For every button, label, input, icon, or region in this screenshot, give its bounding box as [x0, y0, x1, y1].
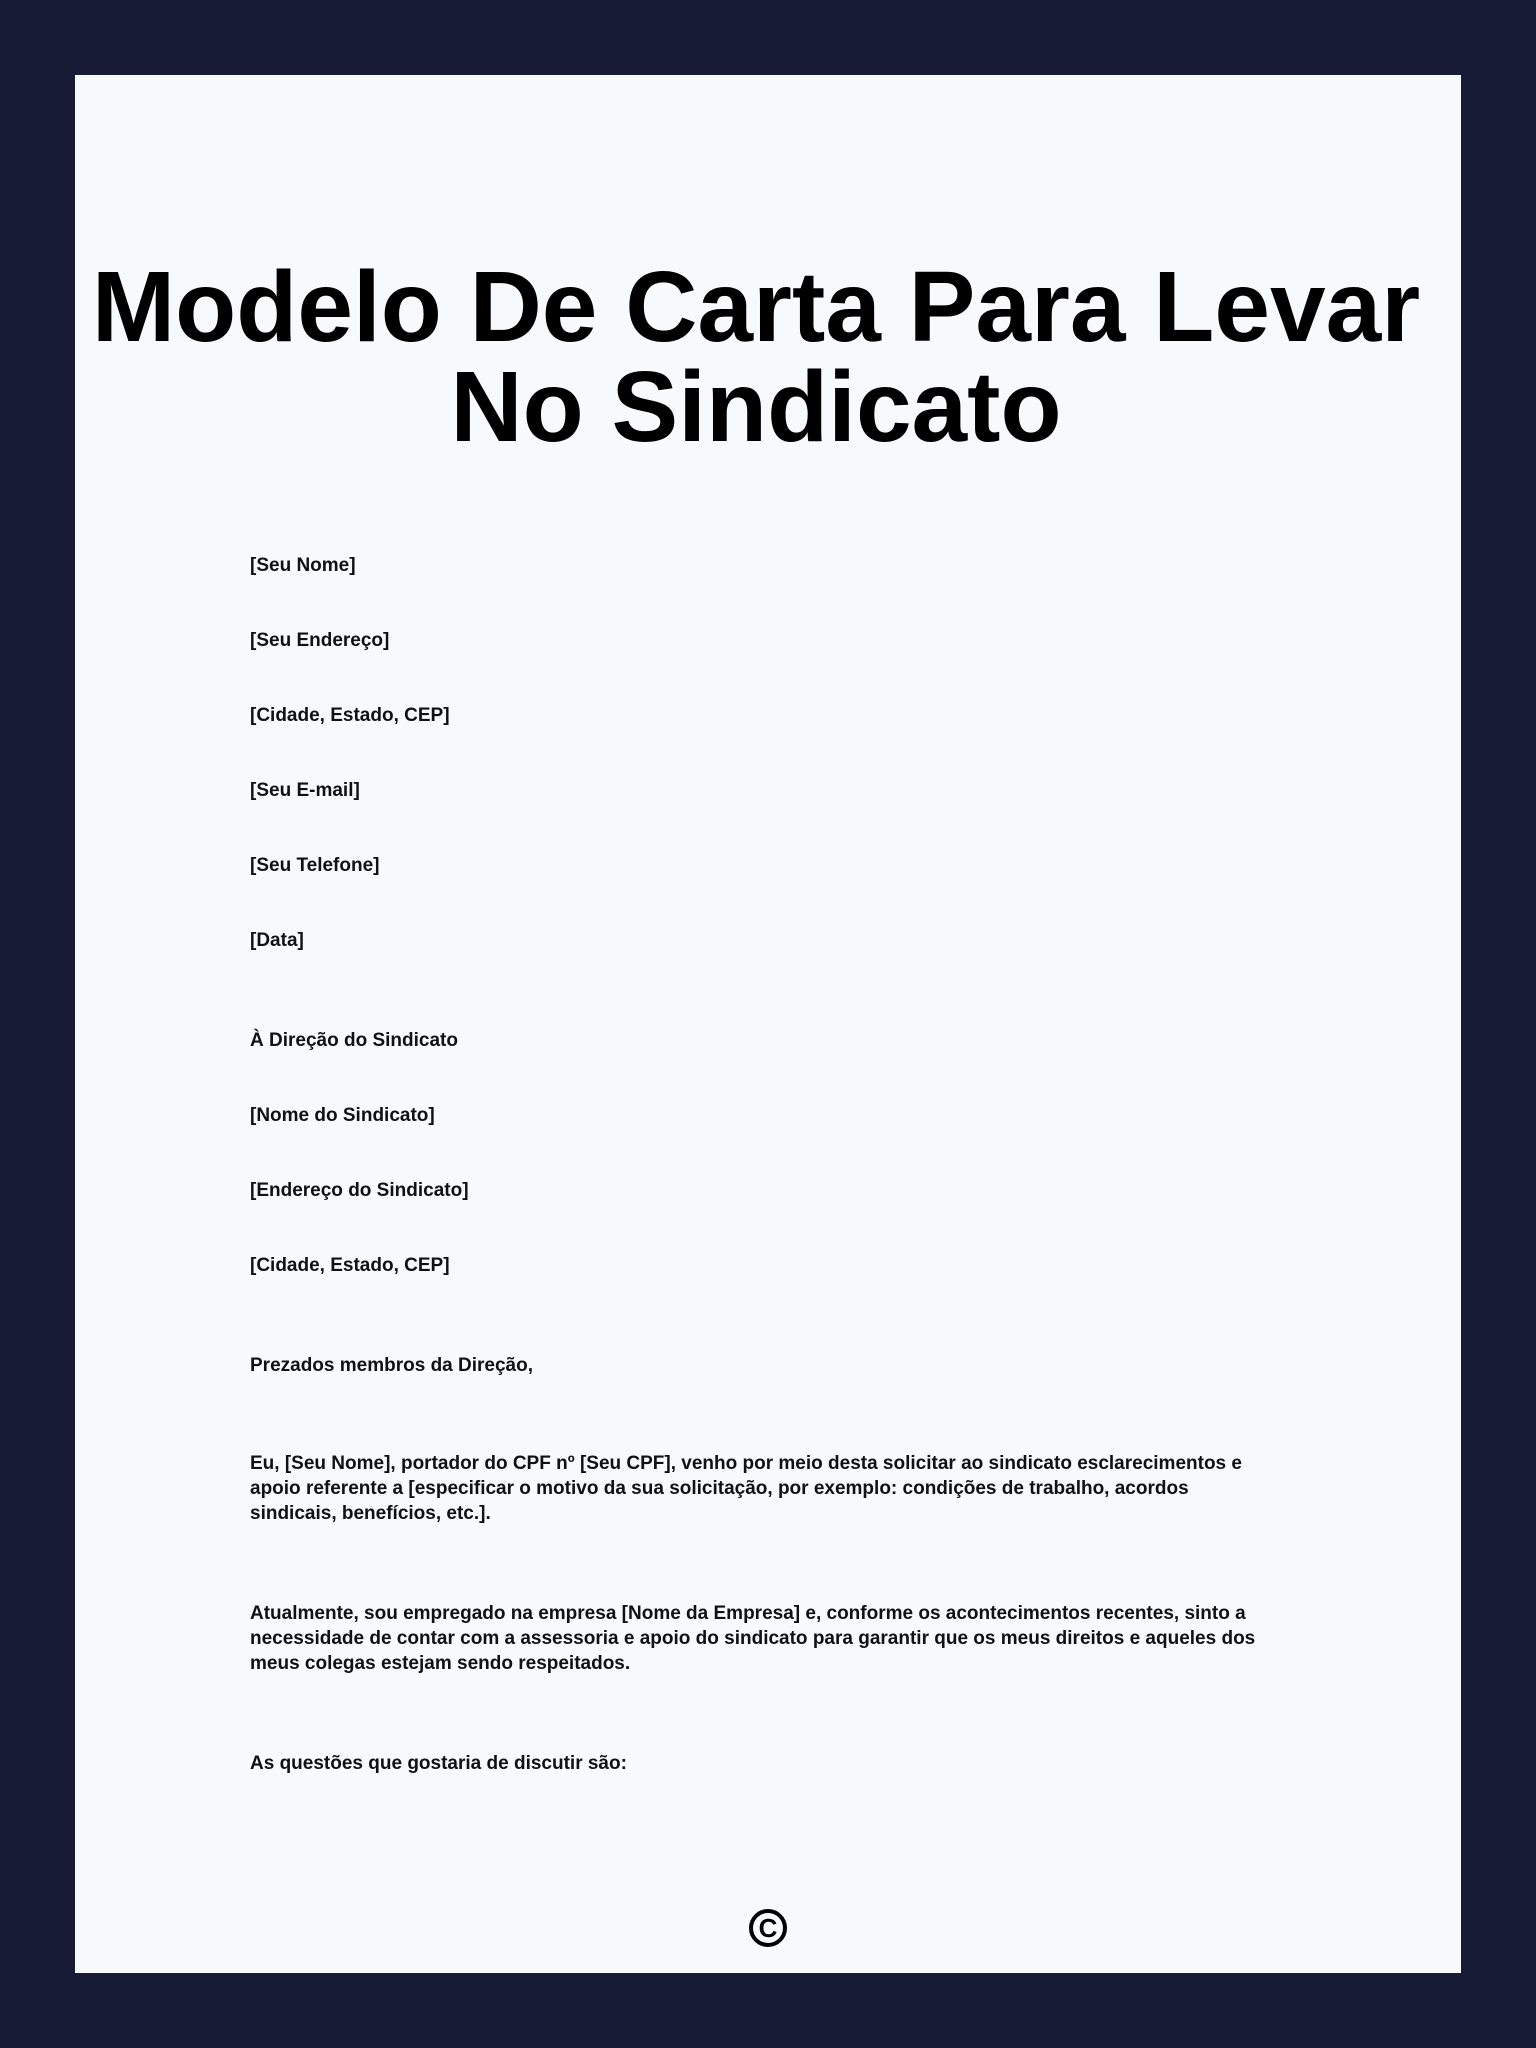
- copyright-icon: [749, 1909, 787, 1947]
- sender-name: [Seu Nome]: [250, 555, 356, 576]
- body-paragraph-3: As questões que gostaria de discutir são:: [250, 1753, 627, 1774]
- recipient-address: [Endereço do Sindicato]: [250, 1180, 469, 1201]
- body-paragraph-1: Eu, [Seu Nome], portador do CPF nº [Seu CPF], venho por meio desta solicitar ao sindicato esclarecimentos e apoio referente a [especificar o motivo da sua solicitação, por exemplo: condições de trabalho, acordos sindicais, benefícios, etc.].: [250, 1453, 1242, 1524]
- letter-date: [Data]: [250, 930, 304, 951]
- document-title: [63, 251, 1449, 463]
- sender-address: [Seu Endereço]: [250, 630, 390, 651]
- recipient-name: [Nome do Sindicato]: [250, 1105, 435, 1126]
- recipient-attention: À Direção do Sindicato: [250, 1030, 458, 1051]
- sender-email: [Seu E-mail]: [250, 780, 360, 801]
- title-line-1: Modelo De Carta Para Levar: [91, 251, 1421, 363]
- sender-city-state-zip: [Cidade, Estado, CEP]: [250, 705, 450, 726]
- salutation: Prezados membros da Direção,: [250, 1355, 533, 1376]
- sender-phone: [Seu Telefone]: [250, 855, 380, 876]
- document-page: [75, 75, 1461, 1973]
- body-paragraph-2: Atualmente, sou empregado na empresa [Nome da Empresa] e, conforme os acontecimentos recentes, sinto a necessidade de contar com a assessoria e apoio do sindicato para garantir que os meus direitos e aqueles dos meus colegas estejam sendo respeitados.: [250, 1603, 1256, 1674]
- copyright-letter: C: [758, 1912, 778, 1943]
- title-line-2: No Sindicato: [450, 351, 1062, 463]
- recipient-city-state-zip: [Cidade, Estado, CEP]: [250, 1255, 450, 1276]
